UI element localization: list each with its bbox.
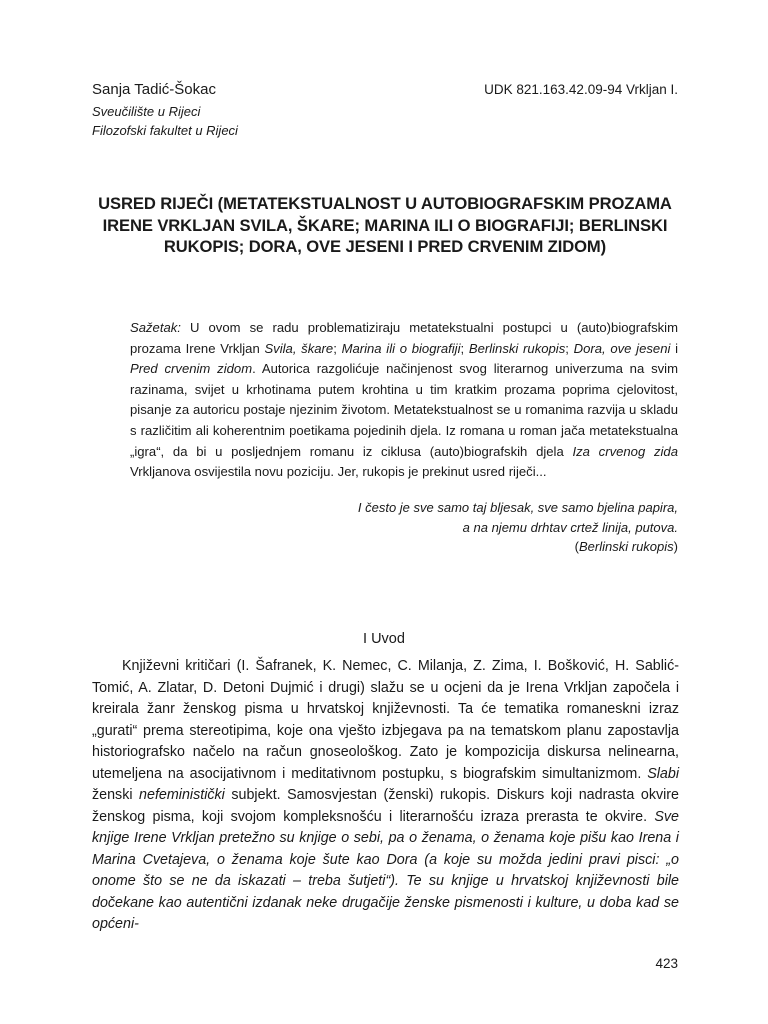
epigraph-source-title: Berlinski rukopis bbox=[579, 539, 674, 554]
abstract-work-title: Berlinski rukopis bbox=[468, 340, 566, 356]
body-emphasis: Slabi bbox=[647, 765, 679, 782]
udk-classification: UDK 821.163.42.09-94 Vrkljan I. bbox=[484, 82, 678, 97]
abstract-text: ; bbox=[565, 340, 574, 356]
abstract-text: U ovom se radu problematiziraju metatekstualni postupci u (auto)biografskim prozama Irene Vrkljan bbox=[130, 320, 678, 356]
abstract-work-title: Svila, škare bbox=[264, 340, 334, 356]
abstract-work-title: Dora, ove jeseni bbox=[573, 340, 671, 356]
epigraph-line: a na njemu drhtav crtež linija, putova. bbox=[462, 519, 678, 535]
body-emphasis: nefeministički bbox=[139, 787, 225, 803]
epigraph-source bbox=[300, 537, 678, 557]
epigraph-line: I često je sve samo taj bljesak, sve samo bjelina papira, bbox=[357, 500, 678, 515]
abstract-text: . Autorica razgolićuje načinjenost svog literarnog univerzuma na svim razinama, svijet u krhotinama putem krohtina u tim kratkim prozama poprima cjelovitost, pisanje za autoricu postaje njezinim životom. Metatekstualnost se u romanima razvija u skladu s različitim ali koherentnim poetikama pojedinih djela. Iz romana u roman jača metatekstualna „igra“, da bi u posljednjem romanu iz ciklusa (auto)biografskih djela bbox=[130, 361, 678, 459]
body-paragraph bbox=[92, 656, 679, 936]
paper-title: USRED RIJEČI (METATEKSTUALNOST U AUTOBIOGRAFSKIM PROZAMA IRENE VRKLJAN SVILA, ŠKARE; MARINA ILI O BIOGRAFIJI; BERLINSKI RUKOPIS; DORA, OVE JESENI I PRED CRVENIM ZIDOM) bbox=[98, 194, 672, 256]
epigraph bbox=[300, 498, 678, 557]
abstract-label: Sažetak: bbox=[130, 320, 181, 335]
author-name: Sanja Tadić-Šokac bbox=[92, 81, 216, 98]
abstract-text: ; bbox=[333, 340, 342, 356]
body-text: Književni kritičari (I. Šafranek, K. Nemec, C. Milanja, Z. Zima, I. Bošković, H. Sablić-Tomić, A. Zlatar, D. Detoni Dujmić i drugi) slažu se u ocjeni da je Irena Vrkljan započela i kreirala žanr ženskog pisma u hrvatskoj književnosti. Ta će tematika romaneskni izraz „gurati“ prema stereotipima, koje ona vješto izbjegava pa na tematskom planu zapostavlja historiografsko načelo na račun gnoseološkog. Zato je kompozicija diskursa nelinearna, utemeljena na asocijativnom i meditativnom postupku, s biografskim simultanizmom. bbox=[92, 658, 679, 782]
affiliation-faculty: Filozofski fakultet u Rijeci bbox=[92, 123, 238, 138]
epigraph-paren: ( bbox=[574, 539, 579, 554]
body-text: ženski bbox=[92, 787, 140, 803]
abstract-work-title: Marina ili o biografiji bbox=[341, 340, 461, 356]
affiliation-university: Sveučilište u Rijeci bbox=[92, 104, 201, 119]
body-text: subjekt. Samosvjestan (ženski) rukopis. Diskurs koji nadrasta okvire ženskog pisma, koji svojom kompleksnošću i literarnošću izraza prerasta te okvire. bbox=[92, 787, 680, 825]
abstract bbox=[130, 318, 678, 483]
abstract-work-title: Iza crvenog zida bbox=[572, 443, 678, 459]
epigraph-paren: ) bbox=[673, 539, 678, 554]
abstract-text: i bbox=[670, 340, 679, 356]
abstract-text: ; bbox=[460, 340, 469, 356]
abstract-work-title: Pred crvenim zidom bbox=[130, 361, 253, 377]
abstract-text: Vrkljanova osvijestila novu poziciju. Jer, rukopis je prekinut usred riječi... bbox=[130, 464, 547, 480]
page-number: 423 bbox=[655, 956, 678, 971]
section-heading: I Uvod bbox=[363, 631, 405, 647]
body-quotation: Sve knjige Irene Vrkljan pretežno su knjige o sebi, pa o ženama, o ženama koje pišu kao Irena i Marina Cvetajeva, o ženama koje šute kao Dora (a koje su možda jedini pravi pisci: „o onome što se ne da iskazati – treba šutjeti“). Te su knjige u hrvatskoj književnosti bile dočekane kao autentični izdanak neke drugačije ženske pismenosti i kulture, u doba kad se općeni- bbox=[92, 808, 679, 932]
